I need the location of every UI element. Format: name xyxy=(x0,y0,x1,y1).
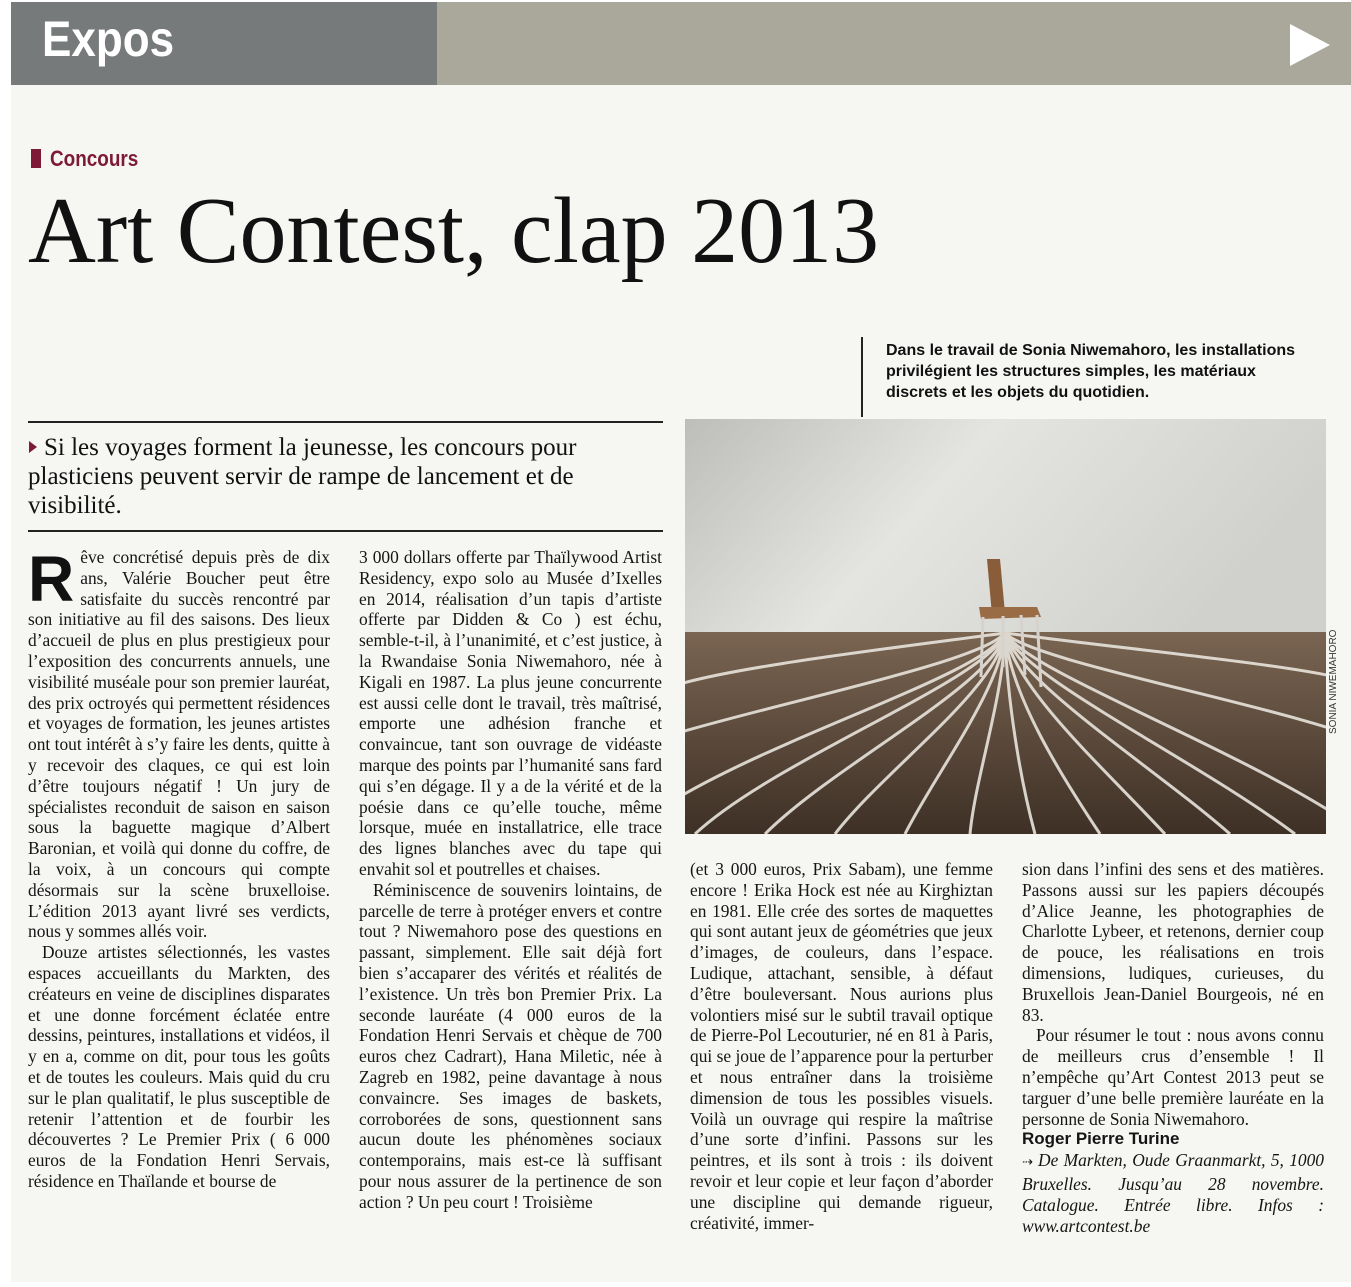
article-photo xyxy=(685,419,1326,834)
article-headline: Art Contest, clap 2013 xyxy=(28,179,880,283)
drop-cap: R xyxy=(28,543,75,615)
paragraph: Rêve concrétisé depuis près de dix ans, Valérie Boucher peut être satisfaite du succès rencontré par son initiative au fil des saisons. Des lieux d’accueil de plus en plus prestigieux pour l’exposition des concurrents annuels, une visibilité muséale pour son premier lauréat, des prix octroyés qui permettent résidences et voyages de formation, les jeunes artistes ont tout intérêt à s’y faire les dents, quitte à y recevoir des claques, ce qui est loin d’être toujours négatif ! Un jury de spécialistes reconduit de saison en saison sous la baguette magique d’Albert Baronian, et voilà qui donne du coffre, de la voix, à un concours qui compte désormais sur la scène bruxelloise. L’édition 2013 ayant livré ses verdicts, nous y sommes allés voir. xyxy=(28,543,330,942)
article-column-1 xyxy=(28,543,330,1192)
paragraph: Douze artistes sélectionnés, les vastes espaces accueillants du Markten, des créateurs en veine de disciplines disparates et une donne forcément éclatée entre dessins, peintures, installations et vidéos, il y en a, comme on dit, pour tous les goûts et de toutes les couleurs. Mais quid du cru sur le plan qualitatif, le plus susceptible de retenir l’attention et de fourbir les découvertes ? Le Premier Prix ( 6 000 euros de la Fondation Henri Servais, résidence en Thaïlande et bourse de xyxy=(28,942,330,1191)
paragraph: (et 3 000 euros, Prix Sabam), une femme encore ! Erika Hock est née au Kirghiztan en 1981. Elle crée des sortes de maquettes qui sont autant jeux de géométries que jeux d’images, de couleurs, dans l’espace. Ludique, attachant, sensible, à défaut d’être bouleversant. Nous aurions plus volontiers misé sur le subtil travail optique de Pierre-Pol Lecouturier, né en 81 à Paris, qui se joue de l’apparence pour la perturber et nous entraîner dans la troisième dimension de tous les possibles visuels. Voilà un ouvrage qui respire la maîtrise d’une sorte d’infini. Passons sur les peintres, et ils sont à trois : ils doivent revoir et leur copie et leur façon d’aborder une discipline qui demande rigueur, créativité, immer- xyxy=(690,859,993,1233)
article-column-4 xyxy=(1022,859,1324,1236)
lead-rule-bottom xyxy=(28,530,663,532)
caption-rule xyxy=(861,337,863,417)
paragraph: 3 000 dollars offerte par Thaïlywood Artist Residency, expo solo au Musée d’Ixelles en 2014, réalisation d’un tapis d’artiste offerte par Didden & Co ) est échu, semble-t-il, à l’unanimité, et c’est justice, à la Rwandaise Sonia Niwemahoro, née à Kigali en 1987. La plus jeune concurrente est aussi celle dont le travail, très maîtrisé, emporte une adhésion franche et convaincue, tant son ouvrage de vidéaste marque des points par l’humanité sans fard qui s’en dégage. Il y a de la vérité et de la poésie dans ce qu’elle touche, même lorsque, muée en installatrice, elle trace des lignes blanches avec du tape qui envahit sol et poutrelles et chaises. xyxy=(359,547,662,879)
paragraph: Pour résumer le tout : nous avons connu de meilleurs crus d’ensemble ! Il n’empêche qu’Art Contest 2013 peut se targuer d’une belle première lauréate en la personne de Sonia Niwemahoro. xyxy=(1022,1025,1324,1129)
author-byline: Roger Pierre Turine xyxy=(1022,1129,1180,1149)
article-column-3 xyxy=(690,859,993,1233)
article-column-2 xyxy=(359,547,662,1213)
article-lead: Si les voyages forment la jeunesse, les concours pour plasticiens peuvent servir de rampe de lancement et de visibilité. xyxy=(28,434,577,519)
event-info: ⇢ De Markten, Oude Graanmarkt, 5, 1000 Bruxelles. Jusqu’au 28 novembre. Catalogue. Entrée libre. Infos : www.artcontest.be xyxy=(1022,1150,1325,1236)
paragraph: Réminiscence de souvenirs lointains, de parcelle de terre à protéger envers et contre tout ? Niwemahoro pose des questions en passant, simplement. Elle sait déjà fort bien s’accaparer des vérités et réalités de l’existence. Un très bon Premier Prix. La seconde lauréate (4 000 euros de la Fondation Henri Servais et chèque de 700 euros chez Cadrart), Hana Miletic, née à Zagreb en 1982, peine davantage à nous convaincre. Ses images de baskets, corroborées de sons, questionnent sans aucun doute les phénomènes sociaux contemporains, mais est-ce là suffisant pour nous assurer de la pertinence de son action ? Un peu court ! Troisième xyxy=(359,879,662,1212)
chair-installation-image xyxy=(685,419,1326,834)
paragraph: sion dans l’infini des sens et des matières. Passons aussi sur les papiers découpés d’Alice Jeanne, les photographies de Charlotte Lybeer, et retenons, dernier coup de pouce, les réalisations en trois dimensions, ludiques, curieuses, du Bruxellois Jean-Daniel Bourgeois, né en 83. xyxy=(1022,859,1324,1025)
rubric-marker-icon xyxy=(31,149,41,168)
info-arrow-icon: ⇢ xyxy=(1022,1155,1039,1171)
section-title: Expos xyxy=(42,11,175,67)
rubric-label: Concours xyxy=(50,146,139,171)
play-arrow-icon xyxy=(1290,24,1330,66)
lead-rule-top xyxy=(28,421,663,423)
photo-caption: Dans le travail de Sonia Niwemahoro, les installations privilégient les structures simples, les matériaux discrets et les objets du quotidien. xyxy=(886,342,1296,401)
photo-credit: SONIA NIWEMAHORO xyxy=(1328,629,1339,734)
